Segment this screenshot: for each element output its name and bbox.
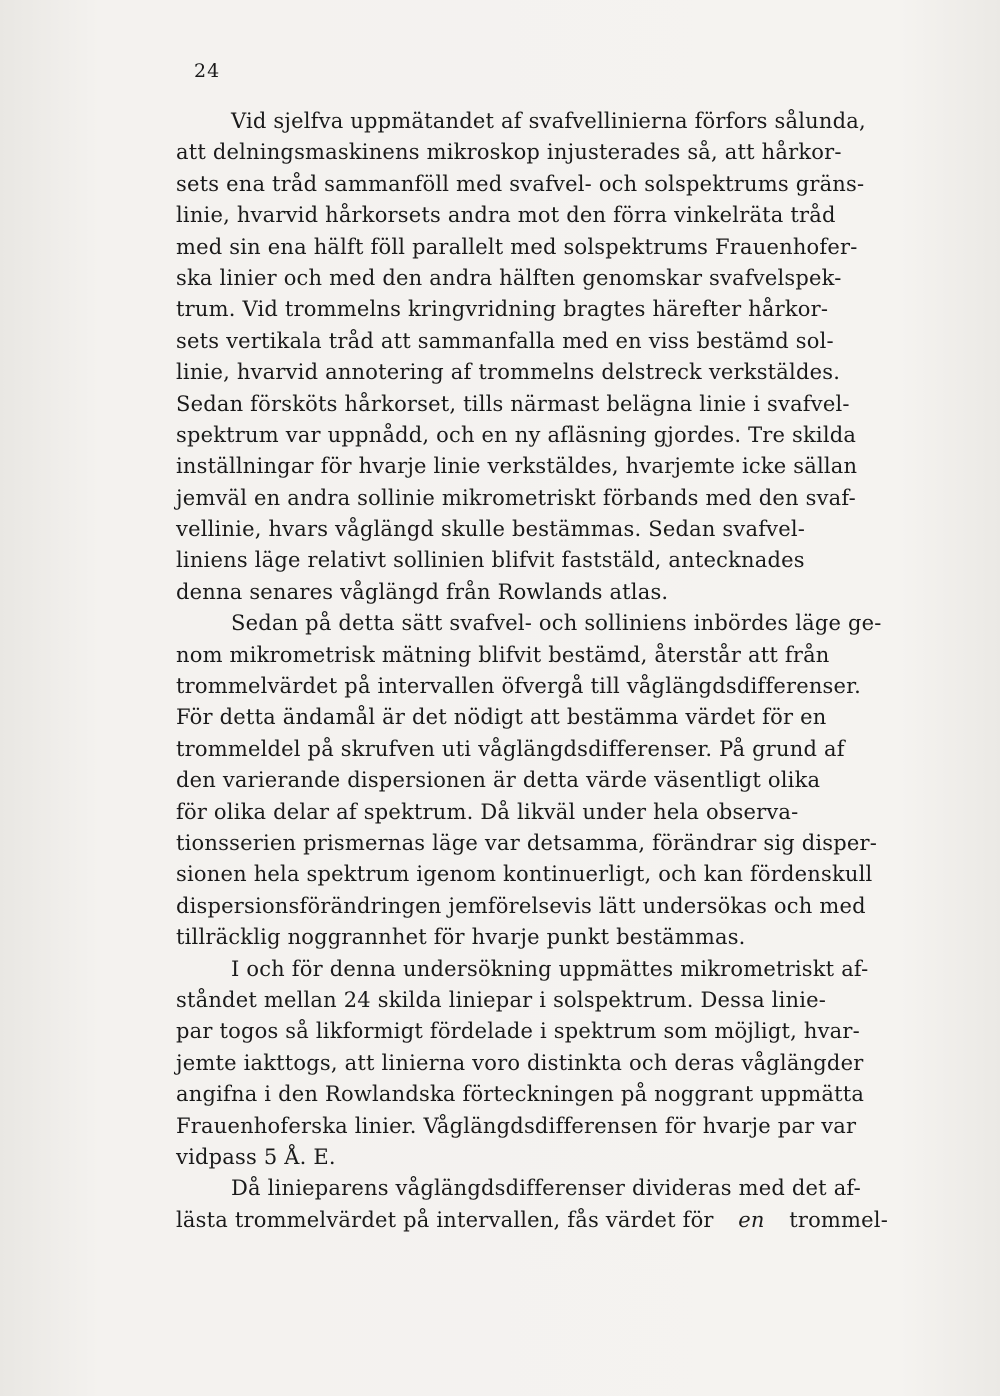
line-text: trommeldel på skrufven uti våglängdsdifferenser. På grund af: [176, 736, 845, 761]
line-text: inställningar för hvarje linie verkstäldes, hvarjemte icke sällan: [176, 454, 858, 479]
text-line: [176, 577, 888, 608]
line-text: I och för denna undersökning uppmättes mikrometriskt af-: [231, 956, 869, 981]
line-text: liniens läge relativt sollinien blifvit faststäld, antecknades: [176, 548, 805, 573]
line-text: vellinie, hvars våglängd skulle bestämmas. Sedan svafvel-: [176, 517, 806, 542]
line-text: Sedan på detta sätt svafvel- och solliniens inbördes läge ge-: [231, 611, 882, 636]
line-text: vidpass 5 Å. E.: [176, 1144, 336, 1169]
text-line: [176, 106, 888, 137]
text-line: [176, 922, 888, 953]
line-text: ska linier och med den andra hälften genomskar svafvelspek-: [176, 265, 842, 290]
line-text: sets ena tråd sammanföll med svafvel- och solspektrums gräns-: [176, 171, 865, 196]
text-line: [176, 137, 888, 168]
line-text: trum. Vid trommelns kringvridning bragtes härefter hårkor-: [176, 297, 829, 322]
line-text: den varierande dispersionen är detta värde väsentligt olika: [176, 768, 821, 793]
line-text: Då linieparens våglängdsdifferenser divideras med det af-: [231, 1176, 861, 1201]
line-text: trommel-: [789, 1207, 888, 1232]
line-text: denna senares våglängd från Rowlands atlas.: [176, 579, 669, 604]
text-line: [176, 765, 888, 796]
line-text: linie, hvarvid hårkorsets andra mot den förra vinkelräta tråd: [176, 203, 836, 228]
line-text: Sedan försköts hårkorset, tills närmast belägna linie i svafvel-: [176, 391, 850, 416]
line-text: nom mikrometrisk mätning blifvit bestämd, återstår att från: [176, 642, 830, 667]
text-line: [176, 1079, 888, 1110]
text-line: [176, 828, 888, 859]
line-text: par togos så likformigt fördelade i spektrum som möjligt, hvar-: [176, 1019, 860, 1044]
text-line: [176, 734, 888, 765]
text-line: [176, 357, 888, 388]
line-text: ståndet mellan 24 skilda liniepar i solspektrum. Dessa linie-: [176, 987, 827, 1012]
line-text: Frauenhoferska linier. Våglängdsdifferensen för hvarje par var: [176, 1113, 857, 1138]
text-line: [176, 1142, 888, 1173]
text-line: [176, 1016, 888, 1047]
text-line: [176, 1205, 888, 1236]
body-text: [176, 106, 888, 1236]
text-line: [176, 326, 888, 357]
text-line: [176, 859, 888, 890]
line-text: dispersionsförändringen jemförelsevis lätt undersökas och med: [176, 893, 866, 918]
text-line: [176, 1173, 888, 1204]
line-text: linie, hvarvid annotering af trommelns delstreck verkstäldes.: [176, 360, 841, 385]
text-line: [176, 483, 888, 514]
text-line: [176, 891, 888, 922]
line-text: tionsserien prismernas läge var detsamma, förändrar sig disper-: [176, 830, 878, 855]
line-text: jemväl en andra sollinie mikrometriskt förbands med den svaf-: [176, 485, 856, 510]
line-text: sionen hela spektrum igenom kontinuerligt, och kan fördenskull: [176, 862, 873, 887]
text-line: [176, 797, 888, 828]
text-line: [176, 985, 888, 1016]
text-line: [176, 1111, 888, 1142]
line-text: för olika delar af spektrum. Då likväl under hela observa-: [176, 799, 799, 824]
line-text: sets vertikala tråd att sammanfalla med en viss bestämd sol-: [176, 328, 834, 353]
text-line: [176, 640, 888, 671]
text-line: [176, 389, 888, 420]
text-line: [176, 232, 888, 263]
text-line: [176, 702, 888, 733]
text-line: [176, 169, 888, 200]
line-text: jemte iakttogs, att linierna voro distinkta och deras våglängder: [176, 1050, 864, 1075]
text-line: [176, 294, 888, 325]
text-line: [176, 545, 888, 576]
line-text: spektrum var uppnådd, och en ny afläsning gjordes. Tre skilda: [176, 422, 857, 447]
text-line: [176, 514, 888, 545]
line-text: Vid sjelfva uppmätandet af svafvellinierna förfors sålunda,: [231, 109, 866, 133]
italic-word: en: [738, 1207, 765, 1232]
line-text: trommelvärdet på intervallen öfvergå till våglängdsdifferenser.: [176, 674, 861, 699]
line-text: med sin ena hälft föll parallelt med solspektrums Frauenhofer-: [176, 234, 858, 259]
line-text: angifna i den Rowlandska förteckningen på noggrant uppmätta: [176, 1082, 865, 1107]
text-line: [176, 420, 888, 451]
line-text: lästa trommelvärdet på intervallen, fås värdet för: [176, 1207, 714, 1232]
text-line: [176, 954, 888, 985]
text-line: [176, 451, 888, 482]
text-line: [176, 671, 888, 702]
text-line: [176, 1048, 888, 1079]
page-number: 24: [194, 60, 221, 82]
line-text: För detta ändamål är det nödigt att bestämma värdet för en: [176, 705, 827, 730]
text-line: [176, 200, 888, 231]
text-line: [176, 608, 888, 639]
text-line: [176, 263, 888, 294]
line-text: tillräcklig noggrannhet för hvarje punkt bestämmas.: [176, 925, 746, 950]
line-text: att delningsmaskinens mikroskop injusterades så, att hårkor-: [176, 140, 842, 165]
